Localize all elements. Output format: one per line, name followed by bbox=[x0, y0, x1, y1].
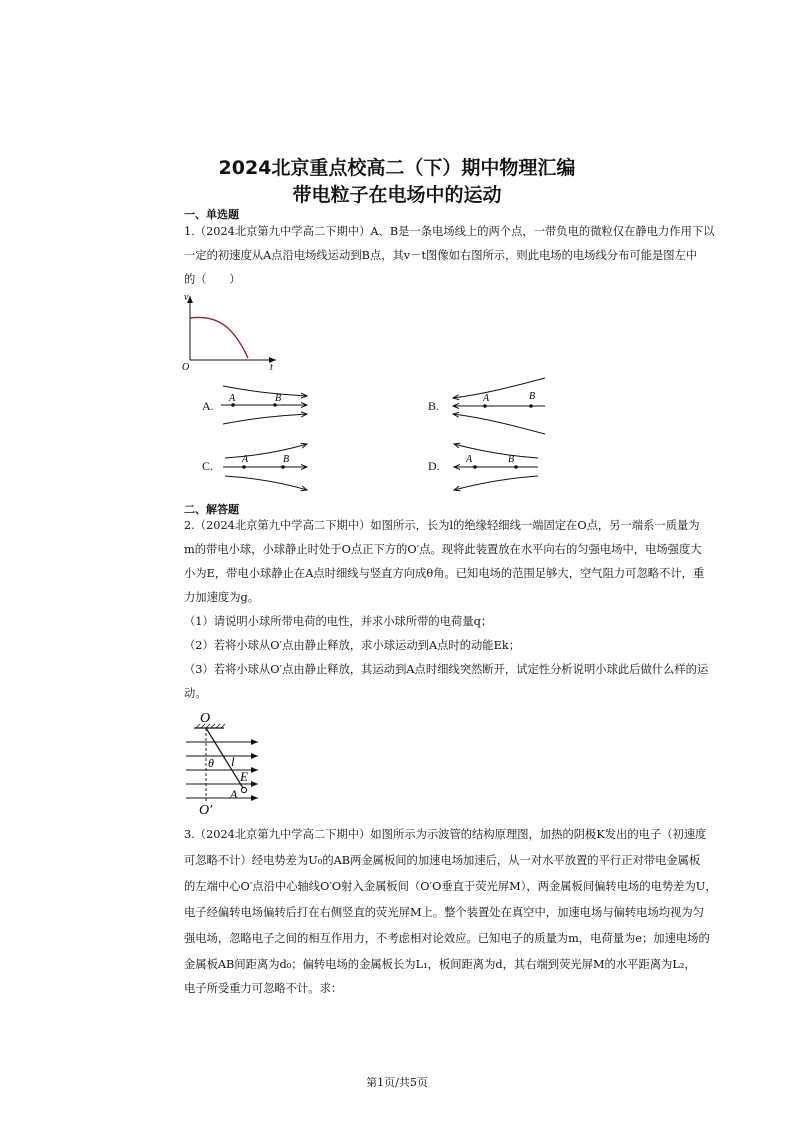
option-b-field-lines bbox=[445, 372, 549, 438]
q2-pendulum-figure bbox=[184, 706, 266, 818]
label-a: A bbox=[230, 787, 238, 801]
point-a-label: A bbox=[229, 393, 236, 404]
point-a-label: A bbox=[242, 454, 249, 465]
q3-line: 电子所受重力可忽略不计。求： bbox=[184, 982, 343, 995]
section-heading-single-choice: 一、单选题 bbox=[184, 208, 239, 221]
label-l: l bbox=[231, 754, 235, 769]
q2-line: m的带电小球，小球静止时处于O点正下方的O′点。现将此装置放在水平向右的匀强电场中，电场强度大 bbox=[184, 543, 702, 556]
point-a-label: A bbox=[466, 454, 473, 465]
page-title: 2024北京重点校高二（下）期中物理汇编 bbox=[218, 157, 576, 179]
option-a-label: A. bbox=[202, 399, 214, 413]
page-subtitle: 带电粒子在电场中的运动 bbox=[292, 184, 502, 206]
velocity-curve bbox=[190, 317, 248, 358]
q2-sub-3-cont: 动。 bbox=[184, 687, 207, 700]
option-d-label: D. bbox=[428, 459, 440, 473]
q2-line: 2.（2024北京第九中学高二下期中）如图所示，长为l的绝缘轻细线一端固定在O点，另一端系一质量为 bbox=[184, 519, 700, 532]
page-number: 第1页/共5页 bbox=[366, 1076, 428, 1089]
point-b-label: B bbox=[283, 454, 290, 465]
q3-line: 强电场，忽略电子之间的相互作用力，不考虑相对论效应。已知电子的质量为m，电荷量为e；加速电场的 bbox=[184, 932, 710, 945]
option-d-field-lines bbox=[448, 438, 544, 494]
q2-sub-1: （1）请说明小球所带电荷的电性，并求小球所带的电荷量q； bbox=[184, 615, 493, 628]
q2-line: 力加速度为g。 bbox=[184, 591, 260, 604]
q2-sub-2: （2）若将小球从O′点由静止释放，求小球运动到A点时的动能Ek； bbox=[184, 639, 520, 652]
axis-label-v: v bbox=[184, 292, 189, 303]
origin-label: O bbox=[182, 362, 190, 372]
q3-line: 可忽略不计）经电势差为U₀的AB两金属板间的加速电场加速后，从一对水平放置的平行正对带电金属板 bbox=[184, 854, 701, 867]
q1-line: 的（ ） bbox=[184, 273, 241, 286]
point-b-label: B bbox=[508, 454, 515, 465]
label-o-prime: O′ bbox=[199, 803, 213, 818]
label-e: E bbox=[240, 769, 248, 784]
option-c-label: C. bbox=[202, 459, 214, 473]
q3-line: 电子经偏转电场偏转后打在右侧竖直的荧光屏M上。整个装置处在真空中，加速电场与偏转电场均视为匀 bbox=[184, 906, 704, 919]
q1-line: 一定的初速度从A点沿电场线运动到B点，其v－t图像如右图所示，则此电场的电场线分布可能是图左中 bbox=[184, 249, 698, 262]
section-heading-answer: 二、解答题 bbox=[184, 503, 239, 516]
q3-line: 3.（2024北京第九中学高二下期中）如图所示为示波管的结构原理图，加热的阴极K发出的电子（初速度 bbox=[184, 828, 707, 841]
axis-label-t: t bbox=[270, 362, 273, 372]
q1-line: 1.（2024北京第九中学高二下期中）A、B是一条电场线上的两个点，一带负电的微粒仅在静电力作用下以 bbox=[184, 225, 715, 238]
option-b-label: B. bbox=[428, 399, 440, 413]
q3-line: 金属板AB间距离为d₀；偏转电场的金属板长为L₁，板间距离为d，其右端到荧光屏M的水平距离为L₂， bbox=[184, 958, 696, 971]
label-o: O bbox=[200, 711, 211, 726]
q3-line: 的左端中心O′点沿中心轴线O′O射入金属板间（O′O垂直于荧光屏M），两金属板间偏转电场的电势差为U， bbox=[184, 880, 717, 893]
q2-line: 小为E，带电小球静止在A点时细线与竖直方向成θ角。已知电场的范围足够大，空气阻力可忽略不计，重 bbox=[184, 567, 705, 580]
option-a-field-lines bbox=[215, 376, 315, 436]
point-b-label: B bbox=[529, 391, 536, 402]
point-b-label: B bbox=[275, 393, 282, 404]
label-theta: θ bbox=[208, 756, 214, 770]
option-c-field-lines bbox=[215, 438, 315, 494]
q1-vt-graph bbox=[180, 290, 280, 372]
q2-sub-3: （3）若将小球从O′点由静止释放，其运动到A点时细线突然断开，试定性分析说明小球此后做什么样的运 bbox=[184, 663, 709, 676]
point-a-label: A bbox=[483, 393, 490, 404]
